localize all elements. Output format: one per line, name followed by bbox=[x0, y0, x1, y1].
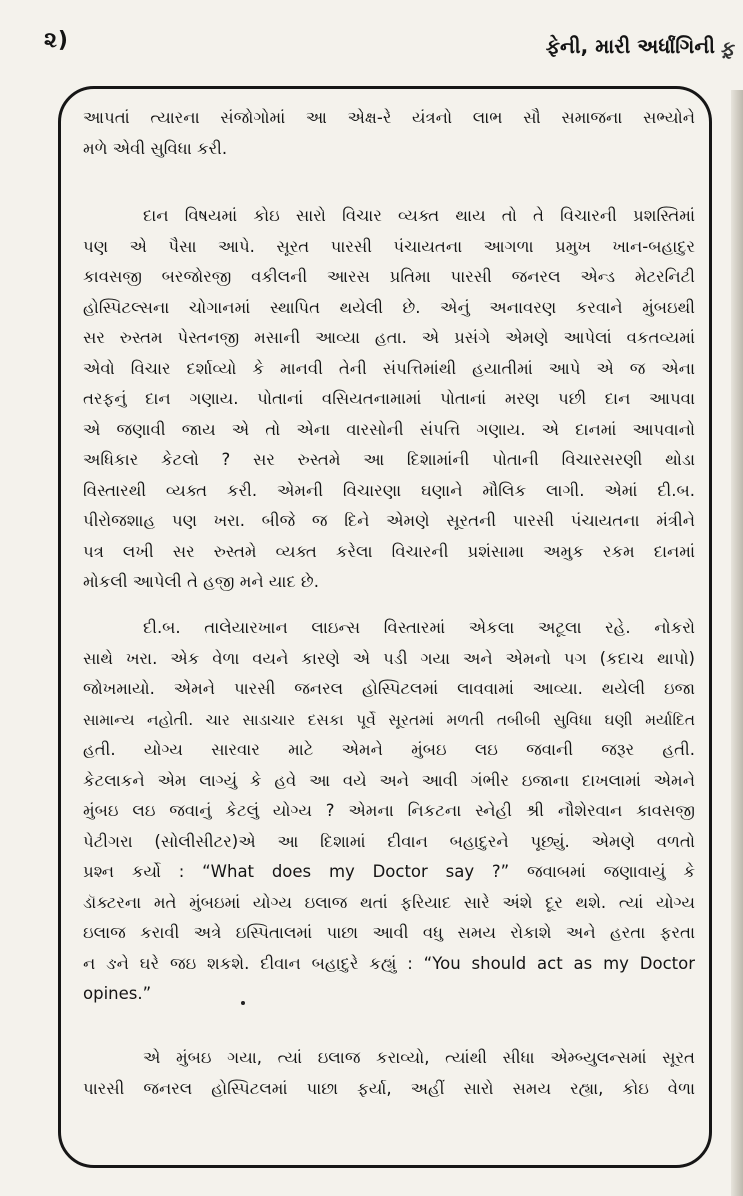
text-line: ઇલાજ કરાવી અત્રે ઇસ્પિતાલમાં પાછા આવી વધુ સમય રોકાશે અને હરતા ફરતા bbox=[83, 923, 695, 942]
text-line: દી.બ. તાલેયારખાન લાઇન્સ વિસ્તારમાં એકલા અટૂલા રહે. નોકરો bbox=[143, 618, 695, 637]
text-line: એ મુંબઇ ગયા, ત્યાં ઇલાજ કરાવ્યો, ત્યાંથી સીધા એમ્બ્યુલન્સમાં સૂરત bbox=[143, 1048, 695, 1067]
text-line: ન ઙને ઘરે જઇ શકશે. દીવાન બહાદુરે કહ્યું : “You should act as my Doctor bbox=[83, 953, 695, 973]
text-line: પારસી જનરલ હોસ્પિટલમાં પાછા ફર્યા, અહીં સારો સમય રહ્યા, કોઇ વેળા bbox=[83, 1078, 695, 1098]
text-line: opines.” bbox=[83, 984, 152, 1003]
text-line: પ્રશ્ન કર્યો : “What does my Doctor say ?” જવાબમાં જણાવાયું કે bbox=[83, 862, 695, 881]
text-line: વિસ્તારથી વ્યક્ત કરી. એમની વિચારણા ઘણાને મૌલિક લાગી. એમાં દી.બ. bbox=[83, 480, 695, 500]
text-line: તરફનું દાન ગણાય. પોતાનાં વસિયતનામામાં પોતાનાં મરણ પછી દાન આપવા bbox=[83, 389, 695, 408]
text-line: ડૉક્ટરના મતે મુંબઇમાં યોગ્ય ઇલાજ થતાં ફરિયાદ સારે અંશે દૂર થશે. ત્યાં યોગ્ય bbox=[83, 892, 695, 912]
paragraph-1 bbox=[83, 103, 695, 164]
paragraph-2 bbox=[83, 201, 695, 598]
running-title: ફેની, મારી અર્ધાંગિની bbox=[545, 34, 715, 58]
text-line: એવો વિચાર દર્શાવ્યો કે માનવી તેની સંપત્તિમાંથી હયાતીમાં આપે એ જ એના bbox=[83, 358, 695, 378]
text-line: પત્ર લખી સર રુસ્તમે વ્યક્ત કરેલા વિચારની પ્રશંસામા અમુક રકમ દાનમાં bbox=[83, 541, 695, 561]
text-line: સામાન્ય નહોતી. ચાર સાડાચાર દસકા પૂર્વે સૂરતમાં મળતી તબીબી સુવિધા ઘણી મર્યાદિત bbox=[83, 710, 695, 729]
page-number: ૨) bbox=[44, 28, 69, 53]
text-line: પેટીગરા (સોલીસીટર)એ આ દિશામાં દીવાન બહાદુરને પૂછ્યું. એમણે વળતો bbox=[83, 831, 695, 851]
text-line: મુંબઇ લઇ જવાનું કેટલું યોગ્ય ? એમના નિકટના સ્નેહી શ્રી નૌશેરવાન કાવસજી bbox=[83, 801, 695, 820]
paragraph-3 bbox=[83, 613, 695, 1010]
text-line: સાથે ખરા. એક વેળા વયને કારણે એ પડી ગયા અને એમનો પગ (કદાચ થાપો) bbox=[83, 648, 695, 668]
text-line: સર રુસ્તમ પેસ્તનજી મસાની આવ્યા હતા. એ પ્રસંગે એમણે આપેલાં વકતવ્યમાં bbox=[83, 328, 695, 347]
stray-mark bbox=[241, 1001, 245, 1005]
page-edge-shadow bbox=[731, 90, 743, 1196]
text-frame bbox=[58, 86, 712, 1168]
text-line: હતી. યોગ્ય સારવાર માટે એમને મુંબઇ લઇ જવાની જરૂર હતી. bbox=[83, 740, 695, 759]
text-line: કાવસજી બરજોરજી વકીલની આરસ પ્રતિમા પારસી જનરલ એન્ડ મેટરનિટી bbox=[83, 267, 695, 286]
text-line: દાન વિષયમાં કોઇ સારો વિચાર વ્યક્ત થાય તો તે વિચારની પ્રશસ્તિમાં bbox=[143, 206, 695, 225]
paragraph-4 bbox=[83, 1043, 695, 1104]
text-line: અધિકાર કેટલો ? સર રુસ્તમે આ દિશામાંની પોતાની વિચારસરણી થોડા bbox=[83, 450, 695, 469]
adjacent-page-clip: ફ઼ bbox=[721, 36, 736, 60]
text-line: જોખમાયો. એમને પારસી જનરલ હોસ્પિટલમાં લાવવામાં આવ્યા. થયેલી ઇજા bbox=[83, 679, 695, 698]
text-line: પણ એ પૈસા આપે. સૂરત પારસી પંચાયતના આગળા પ્રમુખ ખાન-બહાદુર bbox=[83, 236, 695, 256]
text-line: એ જણાવી જાય એ તો એના વારસોની સંપત્તિ ગણાય. એ દાનમાં આપવાનો bbox=[83, 419, 695, 439]
text-line: આપતાં ત્યારના સંજોગોમાં આ એક્ષ-રે યંત્રનો લાભ સૌ સમાજના સભ્યોને bbox=[83, 108, 695, 127]
text-line: કેટલાકને એમ લાગ્યું કે હવે આ વયે અને આવી ગંભીર ઇજાના દાખલામાં એમને bbox=[83, 770, 695, 790]
text-line: મળે એવી સુવિધા કરી. bbox=[83, 138, 228, 158]
text-line: હોસ્પિટલ્સના ચોગાનમાં સ્થાપિત થયેલી છે. એનું અનાવરણ કરવાને મુંબઇથી bbox=[83, 297, 695, 317]
text-line: પીરોજશાહ પણ ખરા. બીજે જ દિને એમણે સૂરતની પારસી પંચાયતના મંત્રીને bbox=[83, 511, 695, 530]
text-line: મોકલી આપેલી તે હજી મને યાદ છે. bbox=[83, 572, 319, 591]
